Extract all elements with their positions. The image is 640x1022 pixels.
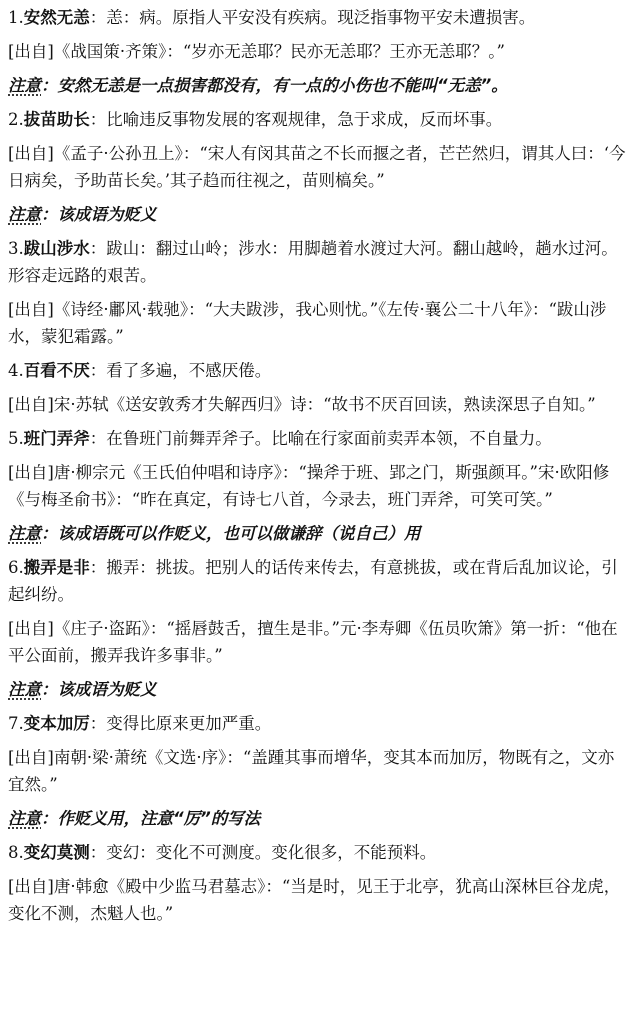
definition-text: ：变得比原来更加严重。 — [89, 714, 272, 733]
definition-text: ：在鲁班门前舞弄斧子。比喻在行家面前卖弄本领，不自量力。 — [89, 429, 552, 448]
idiom-term: 百看不厌 — [23, 361, 90, 380]
idiom-term: 跋山涉水 — [23, 239, 90, 258]
entry-source: [出自]《战国策·齐策》：“岁亦无恙耶？民亦无恙耶？王亦无恙耶？。” — [8, 42, 505, 61]
entry-number: 7. — [8, 714, 24, 733]
entry-note — [8, 72, 630, 99]
entry-number: 1. — [8, 8, 24, 27]
entry-definition — [8, 425, 630, 452]
entry-source: [出自]《庄子·盗跖》：“摇唇鼓舌，擅生是非。”元·李寿卿《伍员吹箫》第一折：“他在平公面前，搬弄我许多事非。” — [8, 619, 618, 665]
entry-definition — [8, 710, 630, 737]
entry-source: [出自]唐·柳宗元《王氏伯仲唱和诗序》：“操斧于班、郢之门，斯强颜耳。”宋·欧阳修《与梅圣俞书》：“昨在真定，有诗七八首，今录去，班门弄斧，可笑可笑。” — [8, 463, 610, 509]
note-text: ：作贬义用，注意“厉”的写法 — [41, 809, 261, 828]
definition-text: ：变幻：变化不可测度。变化很多，不能预料。 — [89, 843, 437, 862]
note-text: ：该成语为贬义 — [41, 205, 157, 224]
entry-source: [出自]《诗经·鄘风·载驰》：“大夫跋涉，我心则忧。”《左传·襄公二十八年》：“跋山涉水，蒙犯霜露。” — [8, 300, 607, 346]
note-label: 注意 — [8, 76, 41, 95]
entry-note — [8, 676, 630, 703]
entry-note — [8, 201, 630, 228]
idiom-term: 变幻莫测 — [23, 843, 90, 862]
note-label: 注意 — [8, 809, 41, 828]
note-text: ：安然无恙是一点损害都没有，有一点的小伤也不能叫“无恙”。 — [41, 76, 508, 95]
definition-text: ：跋山：翻过山岭；涉水：用脚趟着水渡过大河。翻山越岭，趟水过河。形容走远路的艰苦。 — [8, 239, 618, 285]
idiom-term: 安然无恙 — [23, 8, 90, 27]
note-label: 注意 — [8, 524, 41, 543]
entry-number: 2. — [8, 110, 24, 129]
entry-definition — [8, 235, 630, 289]
entry-source: [出自]南朝·梁·萧统《文选·序》：“盖踵其事而增华，变其本而加厉，物既有之，文亦宜然。” — [8, 748, 615, 794]
idiom-term: 拔苗助长 — [23, 110, 90, 129]
definition-text: ：看了多遍，不感厌倦。 — [89, 361, 272, 380]
entry-number: 6. — [8, 558, 24, 577]
definition-text: ：搬弄：挑拔。把别人的话传来传去，有意挑拔，或在背后乱加议论，引起纠纷。 — [8, 558, 618, 604]
idiom-term: 变本加厉 — [23, 714, 90, 733]
entry-number: 4. — [8, 361, 24, 380]
entry-definition — [8, 554, 630, 608]
note-label: 注意 — [8, 680, 41, 699]
entry-number: 5. — [8, 429, 24, 448]
idiom-term: 搬弄是非 — [23, 558, 90, 577]
idiom-term: 班门弄斧 — [23, 429, 90, 448]
entry-note — [8, 805, 630, 832]
entry-number: 3. — [8, 239, 24, 258]
entry-definition — [8, 839, 630, 866]
entry-source: [出自]宋·苏轼《送安敦秀才失解西归》诗：“故书不厌百回读，熟读深思子自知。” — [8, 395, 596, 414]
entry-definition — [8, 357, 630, 384]
note-label: 注意 — [8, 205, 41, 224]
entry-definition — [8, 4, 630, 31]
entry-definition — [8, 106, 630, 133]
note-text: ：该成语既可以作贬义，也可以做谦辞（说自己）用 — [41, 524, 421, 543]
entry-number: 8. — [8, 843, 24, 862]
entry-note — [8, 520, 630, 547]
entry-source: [出自]唐·韩愈《殿中少监马君墓志》：“当是时，见王于北亭，犹高山深林巨谷龙虎，变化不测，杰魁人也。” — [8, 877, 621, 923]
definition-text: ：比喻违反事物发展的客观规律，急于求成，反而坏事。 — [89, 110, 503, 129]
definition-text: ：恙：病。原指人平安没有疾病。现泛指事物平安未遭损害。 — [89, 8, 536, 27]
note-text: ：该成语为贬义 — [41, 680, 157, 699]
entry-source: [出自]《孟子·公孙丑上》：“宋人有闵其苗之不长而揠之者，芒芒然归，谓其人曰：‘今日病矣，予助苗长矣。’其子趋而往视之，苗则槁矣。” — [8, 144, 626, 190]
